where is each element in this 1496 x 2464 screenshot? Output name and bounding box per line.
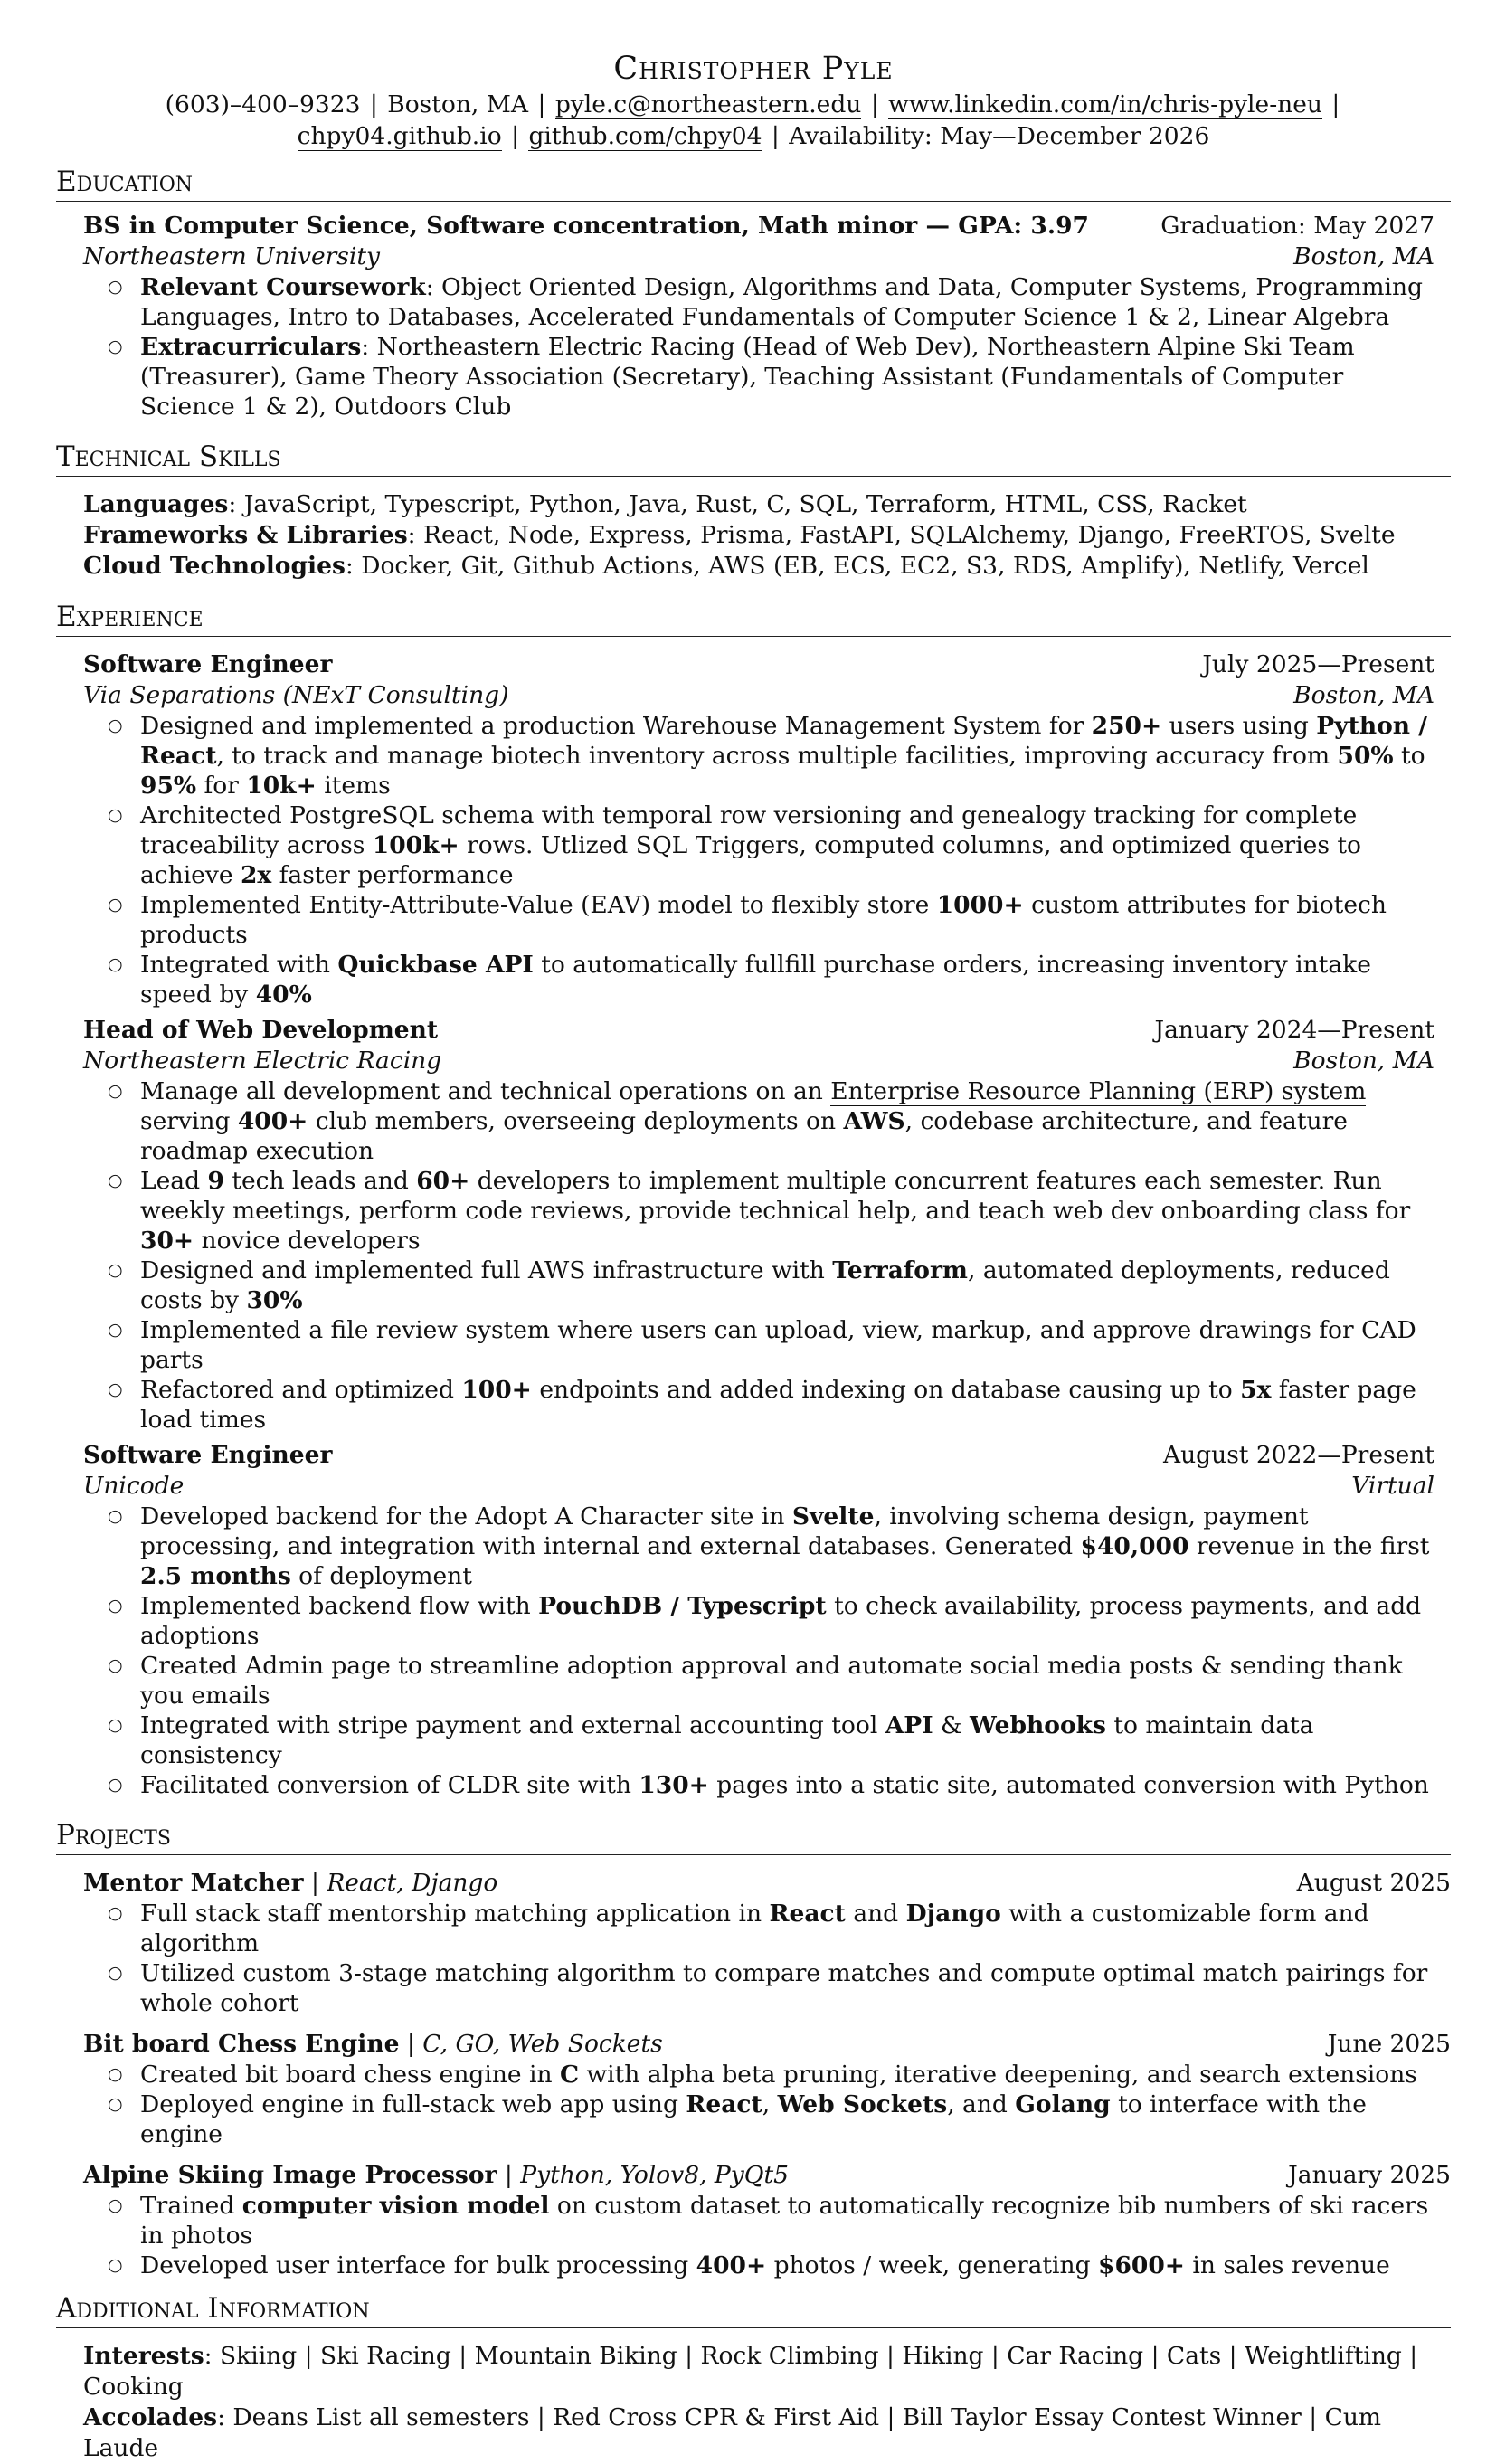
job-date: July 2025—Present (1202, 650, 1434, 678)
coursework-item: ○ Relevant Coursework: Object Oriented Design, Algorithms and Data, Computer Systems, Programming Languages, Intro to Databases, Accelerated Fundamentals of Computer Science 1 & 2, Linear Algebra (140, 272, 1434, 332)
project-bullet: ○ Developed user interface for bulk processing 400+ photos / week, generating $600+ in sales revenue (140, 2251, 1451, 2280)
skills-languages: Languages: JavaScript, Typescript, Python, Java, Rust, C, SQL, Terraform, HTML, CSS, Racket (83, 490, 1247, 518)
job-bullet: ○ Lead 9 tech leads and 60+ developers to implement multiple concurrent features each semester. Run weekly meetings, perform code reviews, provide technical help, and teach web dev onboarding class for 30+ novice developers (140, 1166, 1434, 1256)
section-title-experience: Experience (56, 600, 1451, 637)
candidate-name: Christopher Pyle (613, 51, 894, 87)
project-tech: C, GO, Web Sockets (422, 2030, 663, 2058)
job-role: Head of Web Development (83, 1016, 439, 1044)
location: Boston, MA (387, 90, 529, 118)
job-bullet: ○ Designed and implemented full AWS infrastructure with Terraform, automated deployments, reduced costs by 30% (140, 1256, 1434, 1315)
graduation-date: Graduation: May 2027 (1160, 212, 1434, 240)
additional-section (56, 2291, 1451, 2464)
project-entry: Bit board Chess Engine | C, GO, Web Sockets June 2025 ○ Created bit board chess engine in C with alpha beta pruning, iterative deepening, and search extensions ○ Deployed engine in full-stack web app using React, Web Sockets, and Golang to interface with the engine (83, 2029, 1451, 2149)
section-title-skills: Technical Skills (56, 440, 1451, 477)
job-bullet: ○ Architected PostgreSQL schema with temporal row versioning and genealogy tracking for complete traceability across 100k+ rows. Utlized SQL Triggers, computed columns, and optimized queries to achieve 2x faster performance (140, 801, 1434, 890)
job-bullet: ○ Refactored and optimized 100+ endpoints and added indexing on database causing up to 5x faster page load times (140, 1375, 1434, 1435)
section-title-additional: Additional Information (56, 2291, 1451, 2328)
project-bullet: ○ Utilized custom 3-stage matching algorithm to compare matches and compute optimal match pairings for whole cohort (140, 1958, 1451, 2018)
website-link[interactable]: chpy04.github.io (297, 122, 502, 150)
school-name: Northeastern University (83, 242, 380, 270)
interests-line: Interests: Skiing | Ski Racing | Mountain Biking | Rock Climbing | Hiking | Car Racing | Cats | Weightlifting | Cooking (83, 2342, 1418, 2401)
job-bullet: ○ Designed and implemented a production Warehouse Management System for 250+ users using Python / React, to track and manage biotech inventory across multiple facilities, improving accuracy from 50% to 95% for 10k+ items (140, 711, 1434, 801)
job-bullet: ○ Integrated with Quickbase API to automatically fullfill purchase orders, increasing inventory intake speed by 40% (140, 950, 1434, 1009)
project-tech: Python, Yolov8, PyQt5 (520, 2161, 789, 2189)
degree: BS in Computer Science, Software concentration, Math minor — GPA: 3.97 (83, 212, 1089, 240)
linkedin-link[interactable]: www.linkedin.com/in/chris-pyle-neu (888, 90, 1322, 118)
school-location: Boston, MA (1293, 242, 1434, 270)
availability: Availability: May—December 2026 (789, 122, 1210, 150)
project-name: Bit board Chess Engine (83, 2030, 400, 2058)
job-org: Northeastern Electric Racing (83, 1047, 442, 1075)
job-entry (83, 1440, 1434, 1800)
project-tech: React, Django (327, 1869, 498, 1897)
job-date: August 2022—Present (1162, 1441, 1434, 1469)
project-bullet: ○ Deployed engine in full-stack web app using React, Web Sockets, and Golang to interface with the engine (140, 2090, 1451, 2149)
job-date: January 2024—Present (1154, 1016, 1434, 1044)
job-location: Boston, MA (1293, 1047, 1434, 1075)
project-bullet: ○ Trained computer vision model on custom dataset to automatically recognize bib numbers of ski racers in photos (140, 2191, 1451, 2251)
skills-cloud: Cloud Technologies: Docker, Git, Github Actions, AWS (EB, ECS, EC2, S3, RDS, Amplify), Netlify, Vercel (83, 552, 1369, 580)
project-entry: Mentor Matcher | React, Django August 2025 ○ Full stack staff mentorship matching application in React and Django with a customizable form and algorithm ○ Utilized custom 3-stage matching algorithm to compare matches and compute optimal match pairings for whole cohort (83, 1868, 1451, 2018)
job-bullet: ○ Developed backend for the Adopt A Character site in Svelte, involving schema design, payment processing, and integration with internal and external databases. Generated $40,000 revenue in the first 2.5 months of deployment (140, 1502, 1434, 1591)
contact-line-2: chpy04.github.io | github.com/chpy04 | Availability: May—December 2026 (297, 122, 1210, 150)
project-bullet: ○ Full stack staff mentorship matching application in React and Django with a customizable form and algorithm (140, 1899, 1451, 1958)
job-org: Unicode (83, 1472, 185, 1500)
section-title-education: Education (56, 165, 1451, 202)
erp-link[interactable]: Enterprise Resource Planning (ERP) system (830, 1077, 1367, 1105)
job-role: Software Engineer (83, 650, 333, 678)
job-bullet: ○ Manage all development and technical operations on an Enterprise Resource Planning (ERP) system serving 400+ club members, overseeing deployments on AWS, codebase architecture, and feature roadmap execution (140, 1076, 1434, 1166)
job-entry (83, 649, 1434, 1009)
resume-header (56, 49, 1451, 152)
project-date: August 2025 (1296, 1869, 1451, 1897)
job-entry (83, 1015, 1434, 1435)
extracurriculars-item: ○ Extracurriculars: Northeastern Electric Racing (Head of Web Dev), Northeastern Alpine Ski Team (Treasurer), Game Theory Association (Secretary), Teaching Assistant (Fundamentals of Computer Science 1 & 2), Outdoors Club (140, 332, 1434, 422)
job-bullet: ○ Created Admin page to streamline adoption approval and automate social media posts & sending thank you emails (140, 1651, 1434, 1711)
accolades-line: Accolades: Deans List all semesters | Red Cross CPR & First Aid | Bill Taylor Essay Contest Winner | Cum Laude (83, 2403, 1382, 2462)
job-bullet: ○ Facilitated conversion of CLDR site with 130+ pages into a static site, automated conversion with Python (140, 1770, 1434, 1800)
education-section (56, 165, 1451, 422)
project-name: Mentor Matcher (83, 1869, 304, 1897)
github-link[interactable]: github.com/chpy04 (528, 122, 762, 150)
section-title-projects: Projects (56, 1818, 1451, 1855)
job-location: Boston, MA (1293, 681, 1434, 709)
job-bullet: ○ Integrated with stripe payment and external accounting tool API & Webhooks to maintain data consistency (140, 1711, 1434, 1770)
skills-section (56, 440, 1451, 582)
job-bullet: ○ Implemented backend flow with PouchDB / Typescript to check availability, process payments, and add adoptions (140, 1591, 1434, 1651)
adopt-a-character-link[interactable]: Adopt A Character (475, 1502, 703, 1531)
phone: (603)–400–9323 (165, 90, 361, 118)
resume-page (56, 49, 1451, 2464)
project-bullet: ○ Created bit board chess engine in C with alpha beta pruning, iterative deepening, and search extensions (140, 2060, 1451, 2090)
skills-frameworks: Frameworks & Libraries: React, Node, Express, Prisma, FastAPI, SQLAlchemy, Django, FreeRTOS, Svelte (83, 521, 1396, 549)
job-bullet: ○ Implemented a file review system where users can upload, view, markup, and approve drawings for CAD parts (140, 1315, 1434, 1375)
project-date: June 2025 (1327, 2030, 1451, 2058)
project-entry: Alpine Skiing Image Processor | Python, Yolov8, PyQt5 January 2025 ○ Trained computer vision model on custom dataset to automatically recognize bib numbers of ski racers in photos ○ Developed user interface for bulk processing 400+ photos / week, generating $600+ in sales revenue (83, 2160, 1451, 2280)
job-bullet: ○ Implemented Entity-Attribute-Value (EAV) model to flexibly store 1000+ custom attributes for biotech products (140, 890, 1434, 950)
job-org: Via Separations (NExT Consulting) (83, 681, 509, 709)
projects-section (56, 1818, 1451, 2280)
experience-section (56, 600, 1451, 1800)
project-name: Alpine Skiing Image Processor (83, 2161, 497, 2189)
email-link[interactable]: pyle.c@northeastern.edu (554, 90, 862, 118)
job-role: Software Engineer (83, 1441, 333, 1469)
project-date: January 2025 (1288, 2161, 1451, 2189)
job-location: Virtual (1351, 1472, 1434, 1500)
contact-line-1: (603)–400–9323 | Boston, MA | pyle.c@northeastern.edu | www.linkedin.com/in/chris-pyle-neu | (165, 90, 1340, 118)
